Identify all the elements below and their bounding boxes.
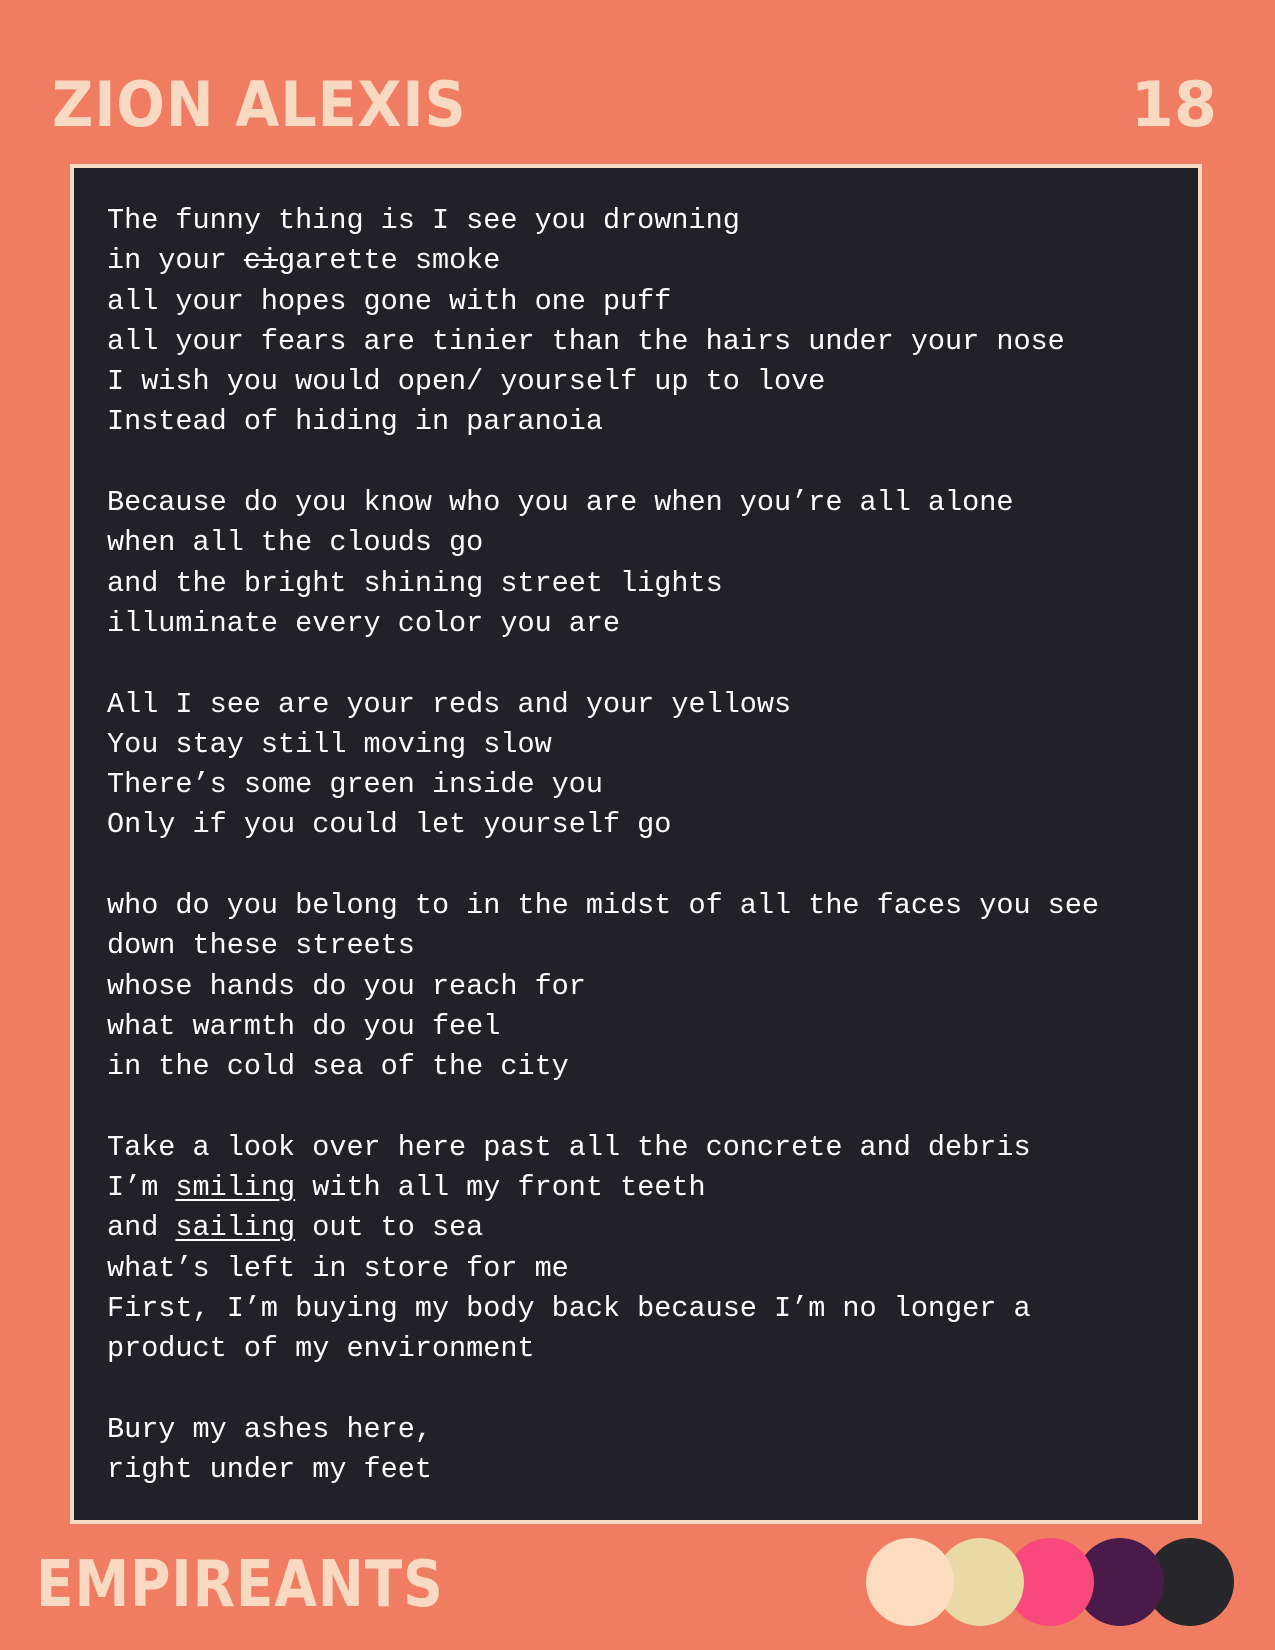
text-run: I wish you would open/ yourself up to love: [107, 365, 826, 399]
page-number: 18: [1130, 68, 1217, 141]
stanza-break: [107, 443, 1188, 483]
poem-line: [107, 765, 1188, 805]
poem-line: [107, 967, 1188, 1007]
text-run: with all my front teeth: [295, 1171, 706, 1205]
poem-line: [107, 886, 1188, 926]
poem-line: [107, 1329, 1188, 1369]
text-run: illuminate every color you are: [107, 606, 621, 640]
poem-panel: [70, 164, 1202, 1524]
poem-line: [107, 241, 1188, 281]
text-run: in your: [107, 244, 244, 278]
poem-line: [107, 685, 1188, 725]
poem-line: [107, 805, 1188, 845]
poem-line: [107, 483, 1188, 523]
poem-line: [107, 1208, 1188, 1248]
poem-text: [107, 201, 1188, 1491]
poem-line: [107, 926, 1188, 966]
color-palette: [866, 1538, 1246, 1628]
text-run: what’s left in store for me: [107, 1251, 569, 1285]
poem-line: [107, 1007, 1188, 1047]
text-run: garette smoke: [278, 244, 501, 278]
text-run: product of my environment: [107, 1332, 535, 1366]
text-run: down these streets: [107, 929, 415, 963]
text-run: all your hopes gone with one puff: [107, 284, 672, 318]
text-run: Bury my ashes here,: [107, 1412, 432, 1446]
text-run: You stay still moving slow: [107, 727, 552, 761]
poem-line: [107, 282, 1188, 322]
text-run: all your fears are tinier than the hairs under your nose: [107, 324, 1065, 358]
text-run: what warmth do you feel: [107, 1009, 501, 1043]
poem-line: [107, 322, 1188, 362]
poem-line: [107, 1249, 1188, 1289]
text-run: and the bright shining street lights: [107, 566, 723, 600]
poem-line: [107, 725, 1188, 765]
underlined-word: smiling: [175, 1171, 296, 1205]
poem-line: [107, 564, 1188, 604]
poem-line: [107, 201, 1188, 241]
text-run: whose hands do you reach for: [107, 969, 586, 1003]
text-run: Take a look over here past all the concrete and debris: [107, 1130, 1031, 1164]
text-run: Instead of hiding in paranoia: [107, 405, 603, 439]
poem-line: [107, 1289, 1188, 1329]
text-run: All I see are your reds and your yellows: [107, 687, 792, 721]
poem-line: [107, 523, 1188, 563]
poem-line: [107, 1128, 1188, 1168]
poem-line: [107, 1450, 1188, 1490]
text-run: There’s some green inside you: [107, 768, 603, 802]
poem-line: [107, 1168, 1188, 1208]
color-swatch: [866, 1538, 954, 1626]
author-name: ZION ALEXIS: [52, 68, 467, 141]
poem-line: [107, 362, 1188, 402]
stanza-break: [107, 846, 1188, 886]
text-run: Because do you know who you are when you’re all alone: [107, 486, 1014, 520]
underlined-word: sailing: [175, 1211, 296, 1245]
text-run: right under my feet: [107, 1453, 432, 1487]
text-run: when all the clouds go: [107, 526, 484, 560]
text-run: The funny thing is I see you drowning: [107, 204, 740, 237]
text-run: I’m: [107, 1171, 176, 1205]
text-run: in the cold sea of the city: [107, 1050, 569, 1084]
text-run: and: [107, 1211, 176, 1245]
text-run: who do you belong to in the midst of all the faces you see: [107, 889, 1099, 923]
poem-line: [107, 1047, 1188, 1087]
stanza-break: [107, 1370, 1188, 1410]
poem-line: [107, 604, 1188, 644]
stanza-break: [107, 1088, 1188, 1128]
text-run: out to sea: [295, 1211, 484, 1245]
text-run: First, I’m buying my body back because I’m no longer a: [107, 1292, 1031, 1326]
poem-line: [107, 1410, 1188, 1450]
stanza-break: [107, 644, 1188, 684]
poem-line: [107, 402, 1188, 442]
struck-text: ci: [243, 244, 279, 278]
text-run: Only if you could let yourself go: [107, 808, 672, 842]
brand-wordmark: EMPIREANTS: [36, 1548, 444, 1622]
